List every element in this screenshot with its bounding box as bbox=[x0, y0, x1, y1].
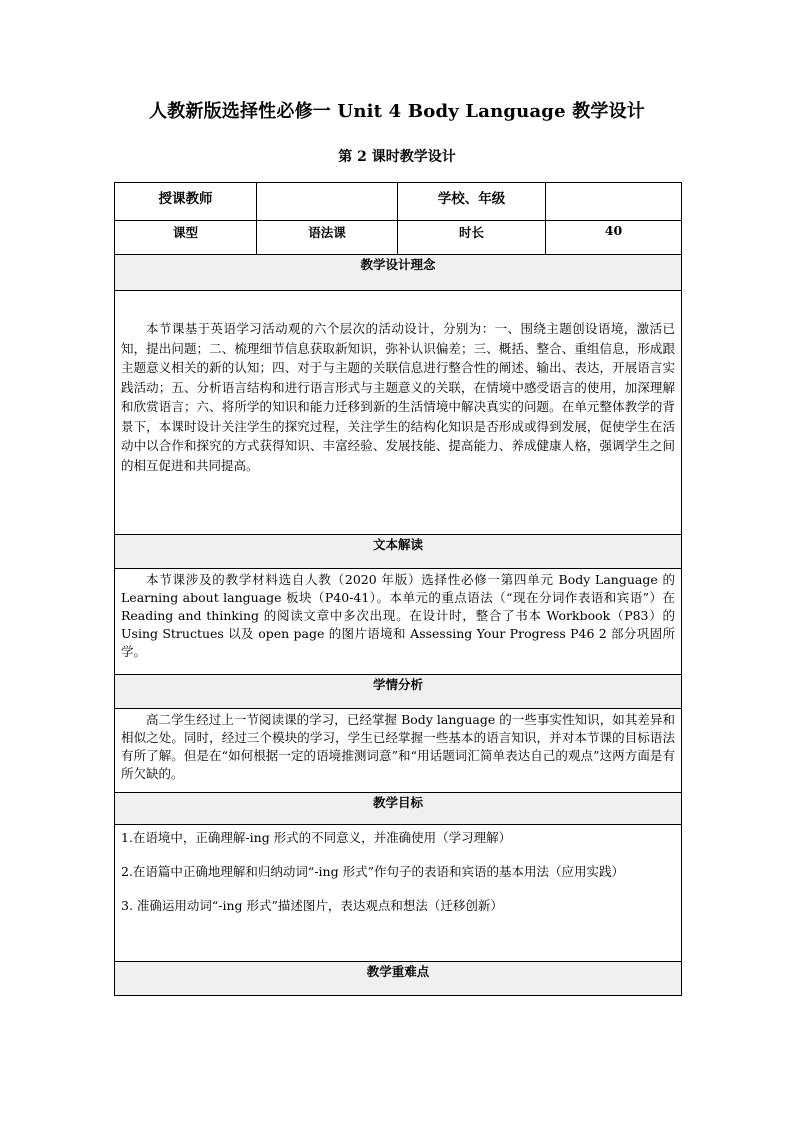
objective-item-2: 2.在语篇中正确地理解和归纳动词“-ing 形式”作句子的表语和宾语的基本用法（应用实践） bbox=[121, 864, 624, 879]
duration-label: 时长 bbox=[398, 221, 546, 255]
objective-item-3: 3. 准确运用动词“-ing 形式”描述图片，表达观点和想法（迁移创新） bbox=[121, 898, 503, 913]
philosophy-heading: 教学设计理念 bbox=[115, 255, 682, 291]
section-head-student-analysis bbox=[115, 675, 682, 709]
lesson-plan-table bbox=[114, 182, 682, 996]
section-body-text-analysis bbox=[115, 569, 682, 675]
objective-item-1: 1.在语境中，正确理解-ing 形式的不同意义，并准确使用（学习理解） bbox=[121, 830, 512, 845]
philosophy-text: 本节课基于英语学习活动观的六个层次的活动设计，分别为：一、围绕主题创设语境，激活已知，提出问题；二、梳理细节信息获取新知识，弥补认识偏差；三、概括、整合、重组信息，形成跟主题意义相关的新的认知；四、对于与主题的关联信息进行整合性的阐述、输出、表达，开展语言实践活动；五、分析语言结构和进行语言形式与主题意义的关联，在情境中感受语言的使用，加深理解和欣赏语言；六、将所学的知识和能力迁移到新的生活情境中解决真实的问题。在单元整体教学的背景下，本课时设计关注学生的探究过程，关注学生的结构化知识是否形成或得到发展，促使学生在活动中以合作和探究的方式获得知识、丰富经验、发展技能、提高能力、养成健康人格，强调学生之间的相互促进和共同提高。 bbox=[121, 321, 675, 473]
info-row-teacher bbox=[115, 183, 682, 221]
section-body-objectives bbox=[115, 825, 682, 962]
section-head-text-analysis bbox=[115, 535, 682, 569]
document-title: 人教新版选择性必修一 Unit 4 Body Language 教学设计 bbox=[148, 101, 646, 122]
duration-value: 40 bbox=[546, 221, 682, 255]
section-head-philosophy bbox=[115, 255, 682, 291]
info-row-type bbox=[115, 221, 682, 255]
text-analysis-heading: 文本解读 bbox=[115, 535, 682, 569]
school-value[interactable] bbox=[546, 183, 682, 221]
section-head-objectives bbox=[115, 793, 682, 825]
section-head-key-points bbox=[115, 962, 682, 996]
student-analysis-heading: 学情分析 bbox=[115, 675, 682, 709]
teacher-label: 授课教师 bbox=[115, 183, 257, 221]
key-points-heading: 教学重难点 bbox=[115, 962, 682, 996]
teacher-value[interactable] bbox=[257, 183, 398, 221]
type-value: 语法课 bbox=[257, 221, 398, 255]
section-body-philosophy bbox=[115, 291, 682, 535]
text-analysis-text: 本节课涉及的教学材料选自人教（2020 年版）选择性必修一第四单元 Body Language 的 Learning about language 板块（P40-41）。本单元的重点语法（“现在分词作表语和宾语”）在 Reading and thinking 的阅读文章中多次出现。在设计时，整合了书本 Workbook（P83）的 Using Structues 以及 open page 的图片语境和 Assessing Your Progress P46 2 部分巩固所学。 bbox=[121, 572, 675, 659]
school-label: 学校、年级 bbox=[398, 183, 546, 221]
objectives-heading: 教学目标 bbox=[115, 793, 682, 825]
section-body-student-analysis bbox=[115, 709, 682, 793]
student-analysis-text: 高二学生经过上一节阅读课的学习，已经掌握 Body language 的一些事实性知识，如其差异和相似之处。同时，经过三个模块的学习，学生已经掌握一些基本的语言知识，并对本节课的目标语法有所了解。但是在“如何根据一定的语境推测词意”和“用话题词汇简单表达自己的观点”这两方面是有所欠缺的。 bbox=[121, 712, 675, 781]
document-subtitle: 第 2 课时教学设计 bbox=[338, 149, 456, 165]
type-label: 课型 bbox=[115, 221, 257, 255]
